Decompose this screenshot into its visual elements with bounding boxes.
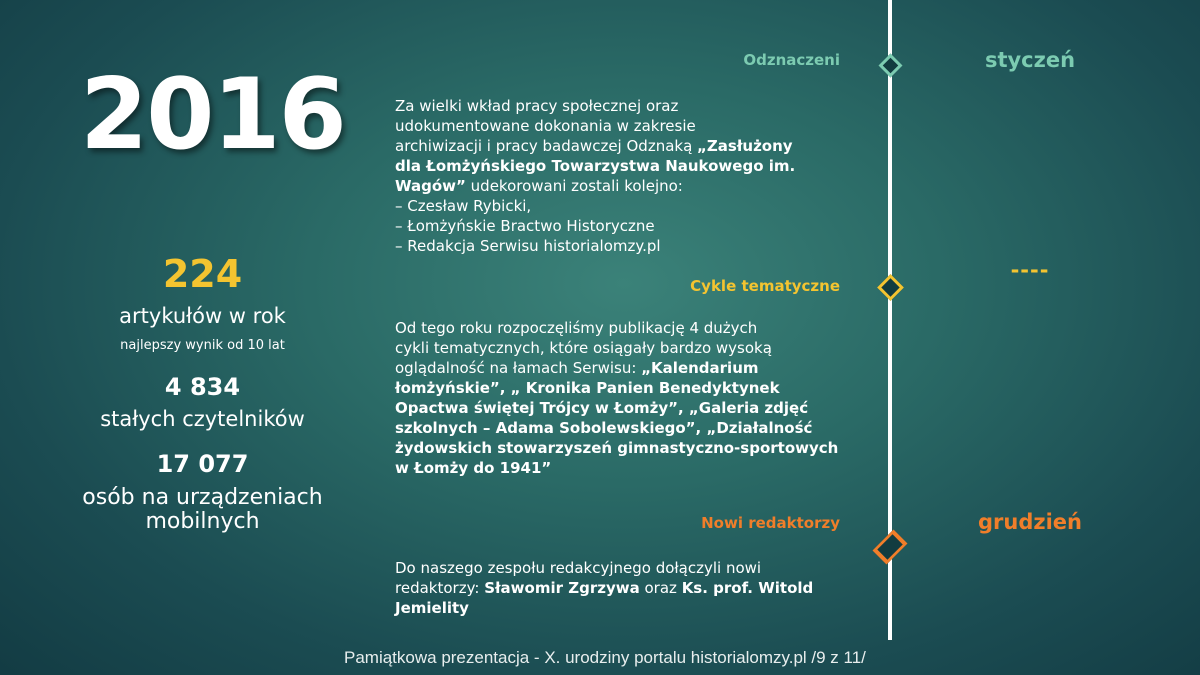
text-line: [395, 598, 845, 618]
text-run: Do naszego zespołu redakcyjnego dołączyli nowi: [395, 559, 762, 577]
articles-sublabel: najlepszy wynik od 10 lat: [120, 338, 285, 353]
text-line: [395, 458, 845, 478]
articles-count: 224: [162, 252, 243, 296]
text-run: oglądalność na łamach Serwisu:: [395, 359, 642, 377]
text-line: [395, 418, 845, 438]
bold-text: „Zasłużony: [697, 137, 793, 155]
text-line: [395, 236, 845, 256]
articles-label: artykułów w rok: [119, 304, 286, 328]
bold-text: dla Łomżyńskiego Towarzystwa Naukowego im.: [395, 157, 796, 175]
readers-count: 4 834: [164, 373, 241, 401]
mobile-label-line: mobilnych: [145, 509, 260, 534]
text-run: archiwizacji i pracy badawczej Odznaką: [395, 137, 698, 155]
mobile-label: [30, 486, 375, 534]
section-text-cykle: [395, 318, 845, 478]
timeline-middle-label: ----: [1010, 258, 1050, 282]
text-line: [395, 338, 845, 358]
text-run: udekorowani zostali kolejno:: [465, 177, 683, 195]
timeline-marker-odznaczeni: [878, 53, 902, 77]
bold-text: Sławomir Zgrzywa: [484, 579, 640, 597]
text-line: [395, 398, 845, 418]
text-line: [395, 196, 845, 216]
text-line: [395, 438, 845, 458]
section-label-odznaczeni: Odznaczeni: [743, 51, 840, 69]
text-run: – Łomżyńskie Bractwo Historyczne: [395, 217, 655, 235]
timeline-marker-redaktorzy: [872, 529, 907, 564]
section-text-odznaczeni: [395, 96, 845, 256]
timeline-end-label: grudzień: [978, 510, 1082, 534]
section-label-cykle: Cykle tematyczne: [690, 277, 840, 295]
text-run: Za wielki wkład pracy społecznej oraz: [395, 97, 679, 115]
text-run: – Czesław Rybicki,: [395, 197, 532, 215]
section-label-redaktorzy: Nowi redaktorzy: [701, 514, 840, 532]
bold-text: żydowskich stowarzyszeń gimnastyczno-sportowych: [395, 439, 839, 457]
text-run: Od tego roku rozpoczęliśmy publikację 4 dużych: [395, 319, 758, 337]
text-line: [395, 558, 845, 578]
bold-text: Opactwa świętej Trójcy w Łomży”, „Galeria zdjęć: [395, 399, 809, 417]
text-line: [395, 318, 845, 338]
bold-text: Ks. prof. Witold: [681, 579, 814, 597]
text-line: [395, 116, 845, 136]
text-line: [395, 136, 845, 156]
readers-label: stałych czytelników: [100, 407, 305, 431]
timeline-start-label: styczeń: [984, 48, 1076, 72]
text-run: cykli tematycznych, które osiągały bardzo wysoką: [395, 339, 772, 357]
bold-text: łomżyńskie”, „ Kronika Panien Benedyktynek: [395, 379, 780, 397]
text-run: oraz: [639, 579, 682, 597]
bold-text: Wagów”: [395, 177, 466, 195]
text-line: [395, 96, 845, 116]
bold-text: w Łomży do 1941”: [395, 459, 552, 477]
text-line: [395, 216, 845, 236]
year-title: 2016: [80, 58, 345, 172]
text-run: – Redakcja Serwisu historialomzy.pl: [395, 237, 661, 255]
text-line: [395, 156, 845, 176]
text-line: [395, 378, 845, 398]
text-line: [395, 176, 845, 196]
text-line: [395, 358, 845, 378]
text-line: [395, 578, 845, 598]
mobile-count: 17 077: [156, 450, 249, 478]
bold-text: Jemielity: [395, 599, 469, 617]
bold-text: „Kalendarium: [641, 359, 759, 377]
text-run: redaktorzy:: [395, 579, 485, 597]
bold-text: szkolnych – Adama Sobolewskiego”, „Działalność: [395, 419, 813, 437]
footer-caption: Pamiątkowa prezentacja - X. urodziny portalu historialomzy.pl /9 z 11/: [344, 648, 866, 667]
section-text-redaktorzy: [395, 558, 845, 618]
mobile-label-line: osób na urządzeniach: [82, 485, 323, 510]
text-run: udokumentowane dokonania w zakresie: [395, 117, 696, 135]
timeline-marker-cykle: [877, 274, 904, 301]
stats-panel: [30, 252, 375, 534]
